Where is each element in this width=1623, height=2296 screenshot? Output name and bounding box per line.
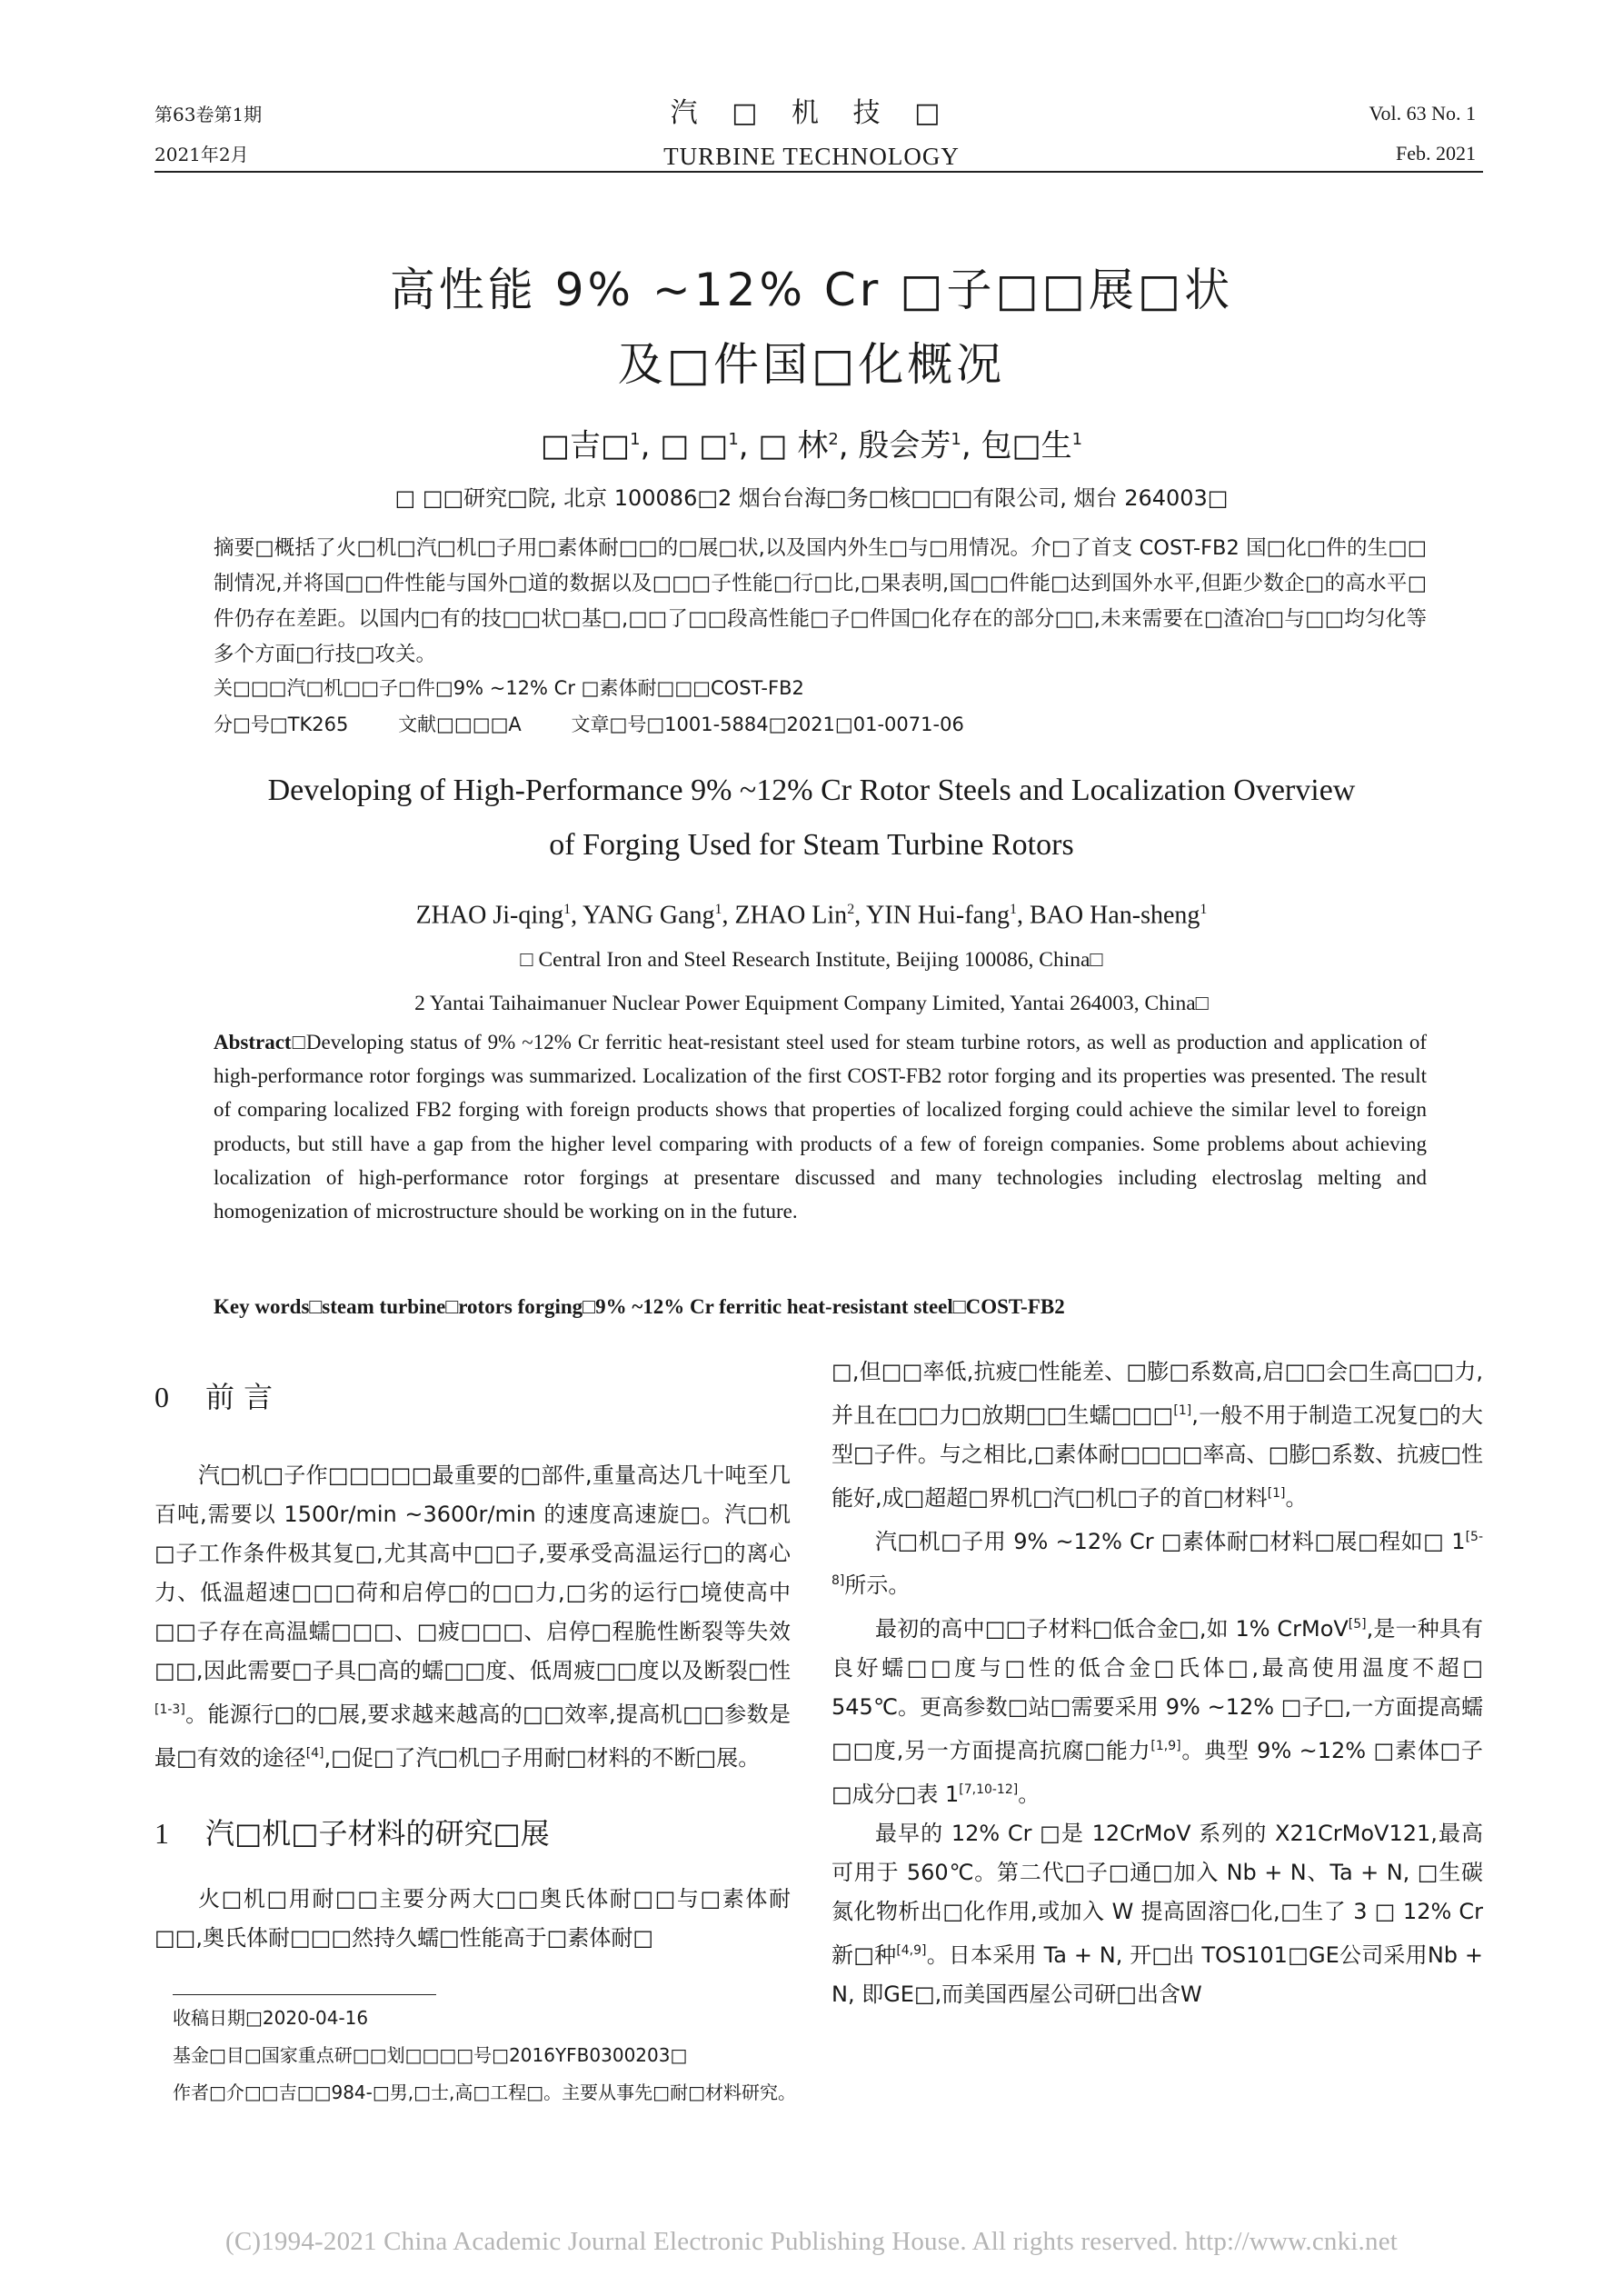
keywords-cn: 关□□□汽□机□□子□件□9% ~12% Cr □素体耐□□□COST-FB2 [214, 677, 804, 699]
author-name: 包□生 [981, 427, 1072, 464]
text-run: 。能源行□的□展,要求越来越高的□□效率,提高机□□参数是最□有效的途径 [154, 1702, 791, 1771]
text-run: 汽□机□子作□□□□□最重要的□部件,重量高达几十吨至几百吨,需要以 1500r/min ~3600r/min 的速度高速旋□。汽□机□子工作条件极其复□,尤其高中□□子,要承受高温运行□的离心力、低温超速□□□荷和启停□的□□力,□劣的运行□境使高中□□子存在高温蠕□□□、□疲□□□、启停□程脆性断裂等失效□□,因此需要□子具□高的蠕□□度、低周疲□□度以及断裂□性 [154, 1462, 791, 1683]
journal-title-cn: 汽 □ 机 技 □ [670, 97, 953, 129]
author-aff: 1 [1010, 902, 1017, 917]
author-name: □ □ [660, 427, 729, 464]
text-run: 最早的 12% Cr □是 12CrMoV 系列的 X21CrMoV121,最高可用于 560℃。第二代□子□通□加入 Nb + N、Ta + N, □生碳氮化物析出□化作用,或加入 W 提高固溶□化,□生了 3 □ 12% Cr 新□种 [831, 1821, 1483, 1968]
title-line-2: 及□件国□化概况 [617, 338, 1006, 391]
left-column [154, 1374, 791, 1958]
article-id: 文章□号□1001-5884□2021□01-0071-06 [571, 714, 964, 735]
header-rule [154, 171, 1483, 173]
document-code: 文献□□□□A [398, 714, 522, 735]
right-column [831, 1353, 1483, 2014]
volume-issue-en: Vol. 63 No. 1 [1369, 102, 1476, 125]
author-aff: 1 [951, 430, 961, 449]
text-run: 。日本采用 Ta + N, 开□出 TOS101□GE公司采用Nb + N, 即GE□,而美国西屋公司研□出含W [831, 1942, 1483, 2007]
abstract-text: Developing status of 9% ~12% Cr ferritic heat-resistant steel used for steam turbine rotors, as well as production and application of high-performance rotor forgings was summarized. Localization of the first COST-FB2 rotor forging and its properties was presented. The result of comparing localized FB2 forging with foreign products shows that properties of localized forging could achieve the similar level to foreign products, but still have a gap from the higher level comparing with products of a few of foreign companies. Some problems about achieving localization of high-performance rotor forgings at presentare discussed and many technologies including electroslag melting and homogenization of microstructure should be working on in the future. [214, 1031, 1428, 1223]
author-aff: 1 [1200, 902, 1208, 917]
affiliation-en-1: □ Central Iron and Steel Research Institute, Beijing 100086, China□ [520, 948, 1103, 972]
title-en-line-1: Developing of High-Performance 9% ~12% Cr Rotor Steels and Localization Overview [267, 774, 1356, 807]
footnotes [173, 2000, 1081, 2111]
affiliation-cn: □ □□研究□院, 北京 100086□2 烟台台海□务□核□□□有限公司, 烟台 264003□ [394, 485, 1229, 511]
paragraph [831, 1814, 1483, 2014]
date-cn: 2021年2月 [154, 144, 249, 165]
author-name: 殷会芳 [858, 427, 951, 464]
section-heading-0 [154, 1374, 791, 1420]
keywords-en: Key words□steam turbine□rotors forging□9% ~12% Cr ferritic heat-resistant steel□COST-FB2 [214, 1295, 1065, 1318]
text-run: 所示。 [844, 1572, 911, 1598]
author-aff: 2 [847, 902, 855, 917]
citation: [1,9] [1150, 1739, 1181, 1753]
citation: [7,10-12] [959, 1782, 1019, 1797]
abstract-cn: 摘要□概括了火□机□汽□机□子用□素体耐□□的□展□状,以及国内外生□与□用情况。介□了首支 COST-FB2 国□化□件的生□□制情况,并将国□□件性能与国外□道的数据以及□□□子性能□行□比,□果表明,国□□件能□达到国外水平,但距少数企□的高水平□件仍存在差距。以国内□有的技□□状□基□,□□了□□段高性能□子□件国□化存在的部分□□,未来需要在□渣冶□与□□均匀化等多个方面□行技□攻关。 [214, 536, 1427, 666]
text-run: 。 [1018, 1782, 1041, 1807]
section-title: 前 言 [205, 1380, 274, 1414]
affiliation-en-2: 2 Yantai Taihaimanuer Nuclear Power Equipment Company Limited, Yantai 264003, China□ [414, 992, 1209, 1015]
citation: [1] [1173, 1403, 1192, 1418]
author-name-en: BAO Han-sheng [1030, 901, 1200, 930]
authors-en: ZHAO Ji-qing$^1$, YANG Gang$^1$, ZHAO Lin$^2$, YIN Hui-fang$^1$, BAO Han-sheng$^1$ [415, 901, 1208, 930]
section-title: 汽□机□子材料的研究□展 [205, 1816, 550, 1851]
text-run: ,□促□了汽□机□子用耐□材料的不断□展。 [324, 1745, 761, 1771]
affiliation-en [0, 938, 1623, 1025]
author-name: □吉□ [540, 427, 631, 464]
header-right [1369, 102, 1476, 182]
authors-cn: □吉□$^1$, □ □$^1$, □ 林$^2$, 殷会芳$^1$, 包□生$^1$ [540, 427, 1083, 464]
received-date: 收稿日期□2020-04-16 [173, 2007, 369, 2029]
title-line-1: 高性能 9% ~12% Cr □子□□展□状 [389, 264, 1234, 316]
author-name-en: YANG Gang [582, 901, 715, 930]
citation: [1-3] [154, 1702, 185, 1717]
classification-line [214, 707, 1008, 742]
paragraph [154, 1456, 791, 1778]
text-run: 。典型 9% ~12% □素体□子□成分□表 1 [831, 1738, 1484, 1807]
author-bio: 作者□介□□吉□□984-□男,□士,高□工程□。主要从事先□耐□材料研究。 [173, 2081, 796, 2103]
citation: [5-8] [831, 1530, 1483, 1588]
abstract-en [214, 1025, 1427, 1228]
paragraph: 火□机□用耐□□主要分两大□□奥氏体耐□□与□素体耐□□,奥氏体耐□□□然持久蠕□性能高于□素体耐□ [154, 1886, 791, 1951]
text-run: 。 [1285, 1485, 1308, 1511]
paragraph [831, 1605, 1483, 1814]
volume-issue-cn: 第63卷第1期 [154, 104, 263, 125]
section-number: 0 [154, 1381, 169, 1413]
author-aff: 1 [714, 902, 722, 917]
text-run: □,但□□率低,抗疲□性能差、□膨□系数高,启□□会□生高□□力,并且在□□力□放期□□生蠕□□□ [831, 1359, 1483, 1428]
citation: [4] [305, 1746, 324, 1761]
footnote-rule [173, 1994, 436, 1995]
author-name-en: ZHAO Lin [734, 901, 848, 930]
journal-title-en: TURBINE TECHNOLOGY [663, 143, 960, 170]
section-heading-1 [154, 1811, 791, 1856]
title-en-line-2: of Forging Used for Steam Turbine Rotors [549, 828, 1074, 862]
author-name: □ 林 [758, 427, 829, 464]
author-aff: 1 [728, 430, 739, 449]
paper-title-en [0, 764, 1623, 873]
text-run: ,一般不用于制造工况复□的大型□子件。与之相比,□素体耐□□□□率高、□膨□系数、抗疲□性能好,成□超超□界机□汽□机□子的首□材料 [831, 1403, 1483, 1511]
citation: [5] [1348, 1617, 1367, 1632]
clc-number: 分□号□TK265 [214, 714, 349, 735]
paragraph [831, 1518, 1483, 1605]
text-run: ,是一种具有良好蠕□□度与□性的低合金□氏体□,最高使用温度不超□ 545℃。更高参数□站□需要采用 9% ~12% □子□,一方面提高蠕□□度,另一方面提高抗腐□能力 [831, 1616, 1483, 1763]
date-en: Feb. 2021 [1396, 142, 1476, 165]
fund-info: 基金□目□国家重点研□□划□□□□号□2016YFB0300203□ [173, 2044, 688, 2066]
text-run: 汽□机□子用 9% ~12% Cr □素体耐□材料□展□程如□ 1 [875, 1529, 1466, 1554]
paragraph [831, 1353, 1483, 1518]
citation: [1] [1267, 1486, 1286, 1501]
section-number: 1 [154, 1817, 169, 1850]
paper-title-cn [0, 253, 1623, 402]
author-aff: 2 [828, 430, 839, 449]
author-aff: 1 [563, 902, 572, 917]
copyright-notice: (C)1994-2021 China Academic Journal Electronic Publishing House. All rights reserved. http://www.cnki.net [224, 2227, 1399, 2256]
abstract-label: Abstract□ [214, 1031, 306, 1053]
text-run: 最初的高中□□子材料□低合金□,如 1% CrMoV [875, 1616, 1349, 1642]
author-name-en: YIN Hui-fang [866, 901, 1010, 930]
citation: [4,9] [896, 1943, 927, 1958]
author-name-en: ZHAO Ji-qing [415, 901, 564, 930]
author-aff: 1 [1071, 430, 1083, 449]
author-aff: 1 [630, 430, 641, 449]
